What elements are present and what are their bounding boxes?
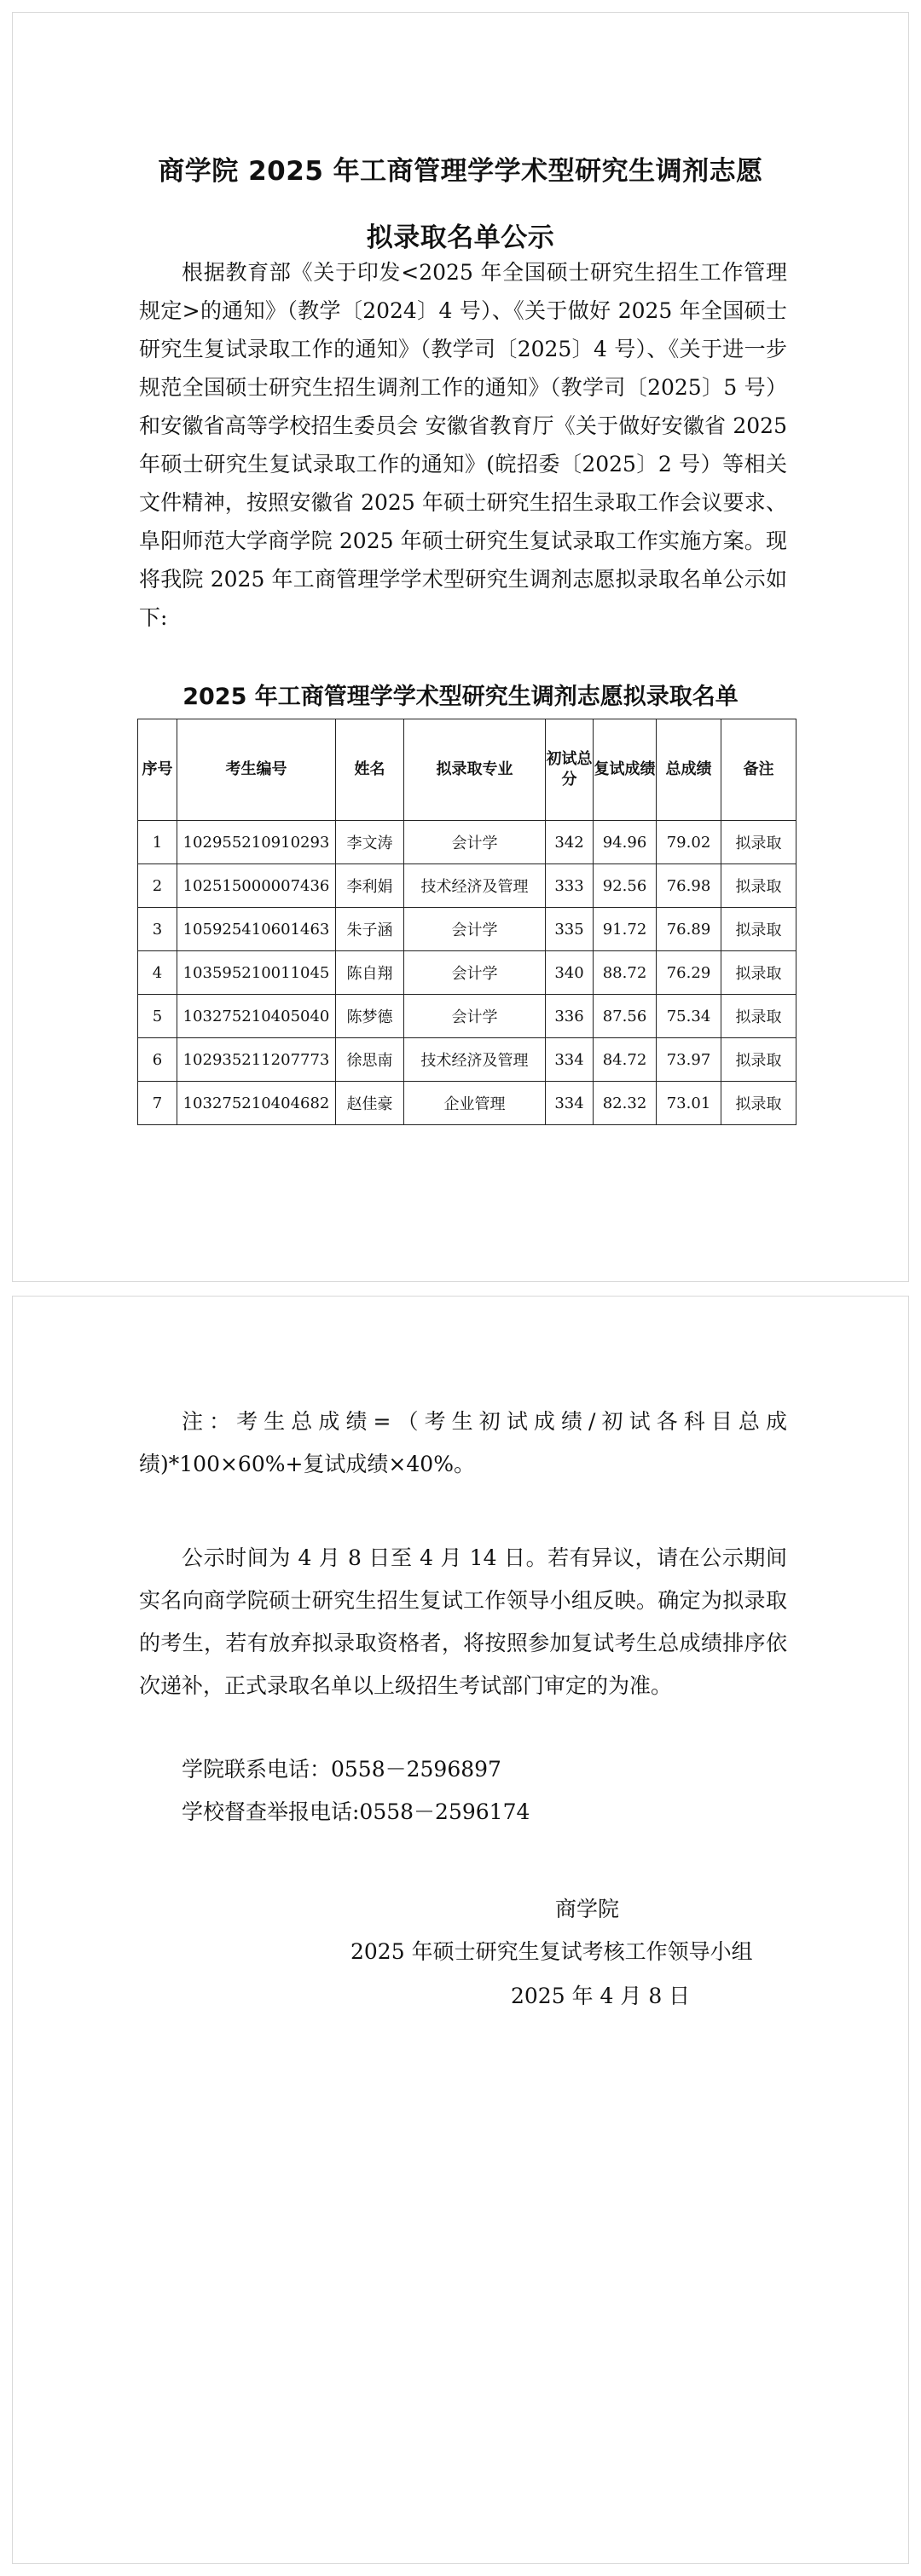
cell-retest-score: 88.72	[594, 951, 657, 995]
cell-retest-score: 91.72	[594, 908, 657, 951]
cell-total-score: 76.29	[657, 951, 721, 995]
table-row	[138, 995, 796, 1038]
cell-major: 技术经济及管理	[404, 864, 546, 908]
cell-retest-score: 82.32	[594, 1082, 657, 1125]
cell-total-score: 76.98	[657, 864, 721, 908]
table-row	[138, 908, 796, 951]
cell-initial-score: 340	[546, 951, 594, 995]
cell-initial-score: 334	[546, 1038, 594, 1082]
cell-total-score: 73.97	[657, 1038, 721, 1082]
cell-total-score: 79.02	[657, 821, 721, 864]
cell-name: 陈梦德	[336, 995, 404, 1038]
cell-retest-score: 94.96	[594, 821, 657, 864]
document-title-line1: 商学院 2025 年工商管理学学术型研究生调剂志愿	[158, 156, 763, 187]
table-header-row	[138, 719, 796, 821]
signature-org: 商学院	[555, 1897, 620, 1921]
header-name: 姓名	[336, 719, 404, 821]
cell-total-score: 73.01	[657, 1082, 721, 1125]
cell-initial-score: 333	[546, 864, 594, 908]
signature-group: 2025 年硕士研究生复试考核工作领导小组	[350, 1939, 753, 1964]
cell-exam-id: 102515000007436	[177, 864, 336, 908]
header-exam-id: 考生编号	[177, 719, 336, 821]
header-major: 拟录取专业	[404, 719, 546, 821]
cell-initial-score: 342	[546, 821, 594, 864]
cell-major: 技术经济及管理	[404, 1038, 546, 1082]
cell-exam-id: 103275210404682	[177, 1082, 336, 1125]
cell-initial-score: 336	[546, 995, 594, 1038]
cell-seq: 5	[138, 995, 177, 1038]
cell-seq: 7	[138, 1082, 177, 1125]
cell-name: 朱子涵	[336, 908, 404, 951]
school-report-phone: 学校督查举报电话:0558－2596174	[182, 1799, 530, 1824]
cell-exam-id: 102935211207773	[177, 1038, 336, 1082]
cell-name: 李文涛	[336, 821, 404, 864]
cell-seq: 2	[138, 864, 177, 908]
document-page-2	[12, 1296, 909, 2564]
cell-retest-score: 92.56	[594, 864, 657, 908]
cell-initial-score: 335	[546, 908, 594, 951]
signature-date: 2025 年 4 月 8 日	[511, 1984, 691, 2008]
document-page-1	[12, 12, 909, 1282]
cell-seq: 3	[138, 908, 177, 951]
cell-retest-score: 87.56	[594, 995, 657, 1038]
cell-exam-id: 103275210405040	[177, 995, 336, 1038]
table-row	[138, 821, 796, 864]
cell-name: 徐思南	[336, 1038, 404, 1082]
document-title-line2: 拟录取名单公示	[366, 222, 555, 253]
cell-remark: 拟录取	[721, 1038, 796, 1082]
cell-major: 会计学	[404, 821, 546, 864]
cell-seq: 1	[138, 821, 177, 864]
cell-name: 陈自翔	[336, 951, 404, 995]
header-total-score: 总成绩	[657, 719, 721, 821]
admission-table	[137, 719, 796, 1125]
intro-paragraph: 根据教育部《关于印发<2025 年全国硕士研究生招生工作管理规定>的通知》（教学〔2024〕4 号）、《关于做好 2025 年全国硕士研究生复试录取工作的通知》（教学司〔2025〕4 号）、《关于进一步规范全国硕士研究生招生调剂工作的通知》（教学司〔2025〕5 号）和安徽省高等学校招生委员会 安徽省教育厅《关于做好安徽省 2025 年硕士研究生复试录取工作的通知》(皖招委〔2025〕2 号）等相关文件精神，按照安徽省 2025 年硕士研究生招生录取工作会议要求、阜阳师范大学商学院 2025 年硕士研究生复试录取工作实施方案。现将我院 2025 年工商管理学学术型研究生调剂志愿拟录取名单公示如下:	[139, 260, 787, 630]
cell-remark: 拟录取	[721, 1082, 796, 1125]
cell-major: 会计学	[404, 908, 546, 951]
cell-seq: 6	[138, 1038, 177, 1082]
cell-major: 会计学	[404, 995, 546, 1038]
table-row	[138, 864, 796, 908]
cell-major: 会计学	[404, 951, 546, 995]
header-seq: 序号	[138, 719, 177, 821]
cell-remark: 拟录取	[721, 908, 796, 951]
cell-retest-score: 84.72	[594, 1038, 657, 1082]
cell-exam-id: 103595210011045	[177, 951, 336, 995]
cell-exam-id: 102955210910293	[177, 821, 336, 864]
cell-seq: 4	[138, 951, 177, 995]
cell-remark: 拟录取	[721, 951, 796, 995]
cell-remark: 拟录取	[721, 995, 796, 1038]
college-phone: 学院联系电话：0558－2596897	[182, 1757, 501, 1782]
cell-exam-id: 105925410601463	[177, 908, 336, 951]
cell-remark: 拟录取	[721, 864, 796, 908]
cell-total-score: 76.89	[657, 908, 721, 951]
table-title: 2025 年工商管理学学术型研究生调剂志愿拟录取名单	[182, 684, 739, 710]
score-formula-note: 注：考生总成绩=（考生初试成绩/初试各科目总成绩)*100×60%+复试成绩×40%。	[139, 1409, 787, 1476]
cell-remark: 拟录取	[721, 821, 796, 864]
header-initial-score: 初试总分	[546, 719, 594, 821]
cell-name: 赵佳豪	[336, 1082, 404, 1125]
header-retest-score: 复试成绩	[594, 719, 657, 821]
table-row	[138, 1038, 796, 1082]
header-remark: 备注	[721, 719, 796, 821]
table-row	[138, 1082, 796, 1125]
publicity-notice: 公示时间为 4 月 8 日至 4 月 14 日。若有异议，请在公示期间实名向商学院硕士研究生招生复试工作领导小组反映。确定为拟录取的考生，若有放弃拟录取资格者，将按照参加复试考生总成绩排序依次递补，正式录取名单以上级招生考试部门审定的为准。	[139, 1545, 787, 1698]
cell-total-score: 75.34	[657, 995, 721, 1038]
table-row	[138, 951, 796, 995]
cell-major: 企业管理	[404, 1082, 546, 1125]
cell-name: 李利娟	[336, 864, 404, 908]
cell-initial-score: 334	[546, 1082, 594, 1125]
